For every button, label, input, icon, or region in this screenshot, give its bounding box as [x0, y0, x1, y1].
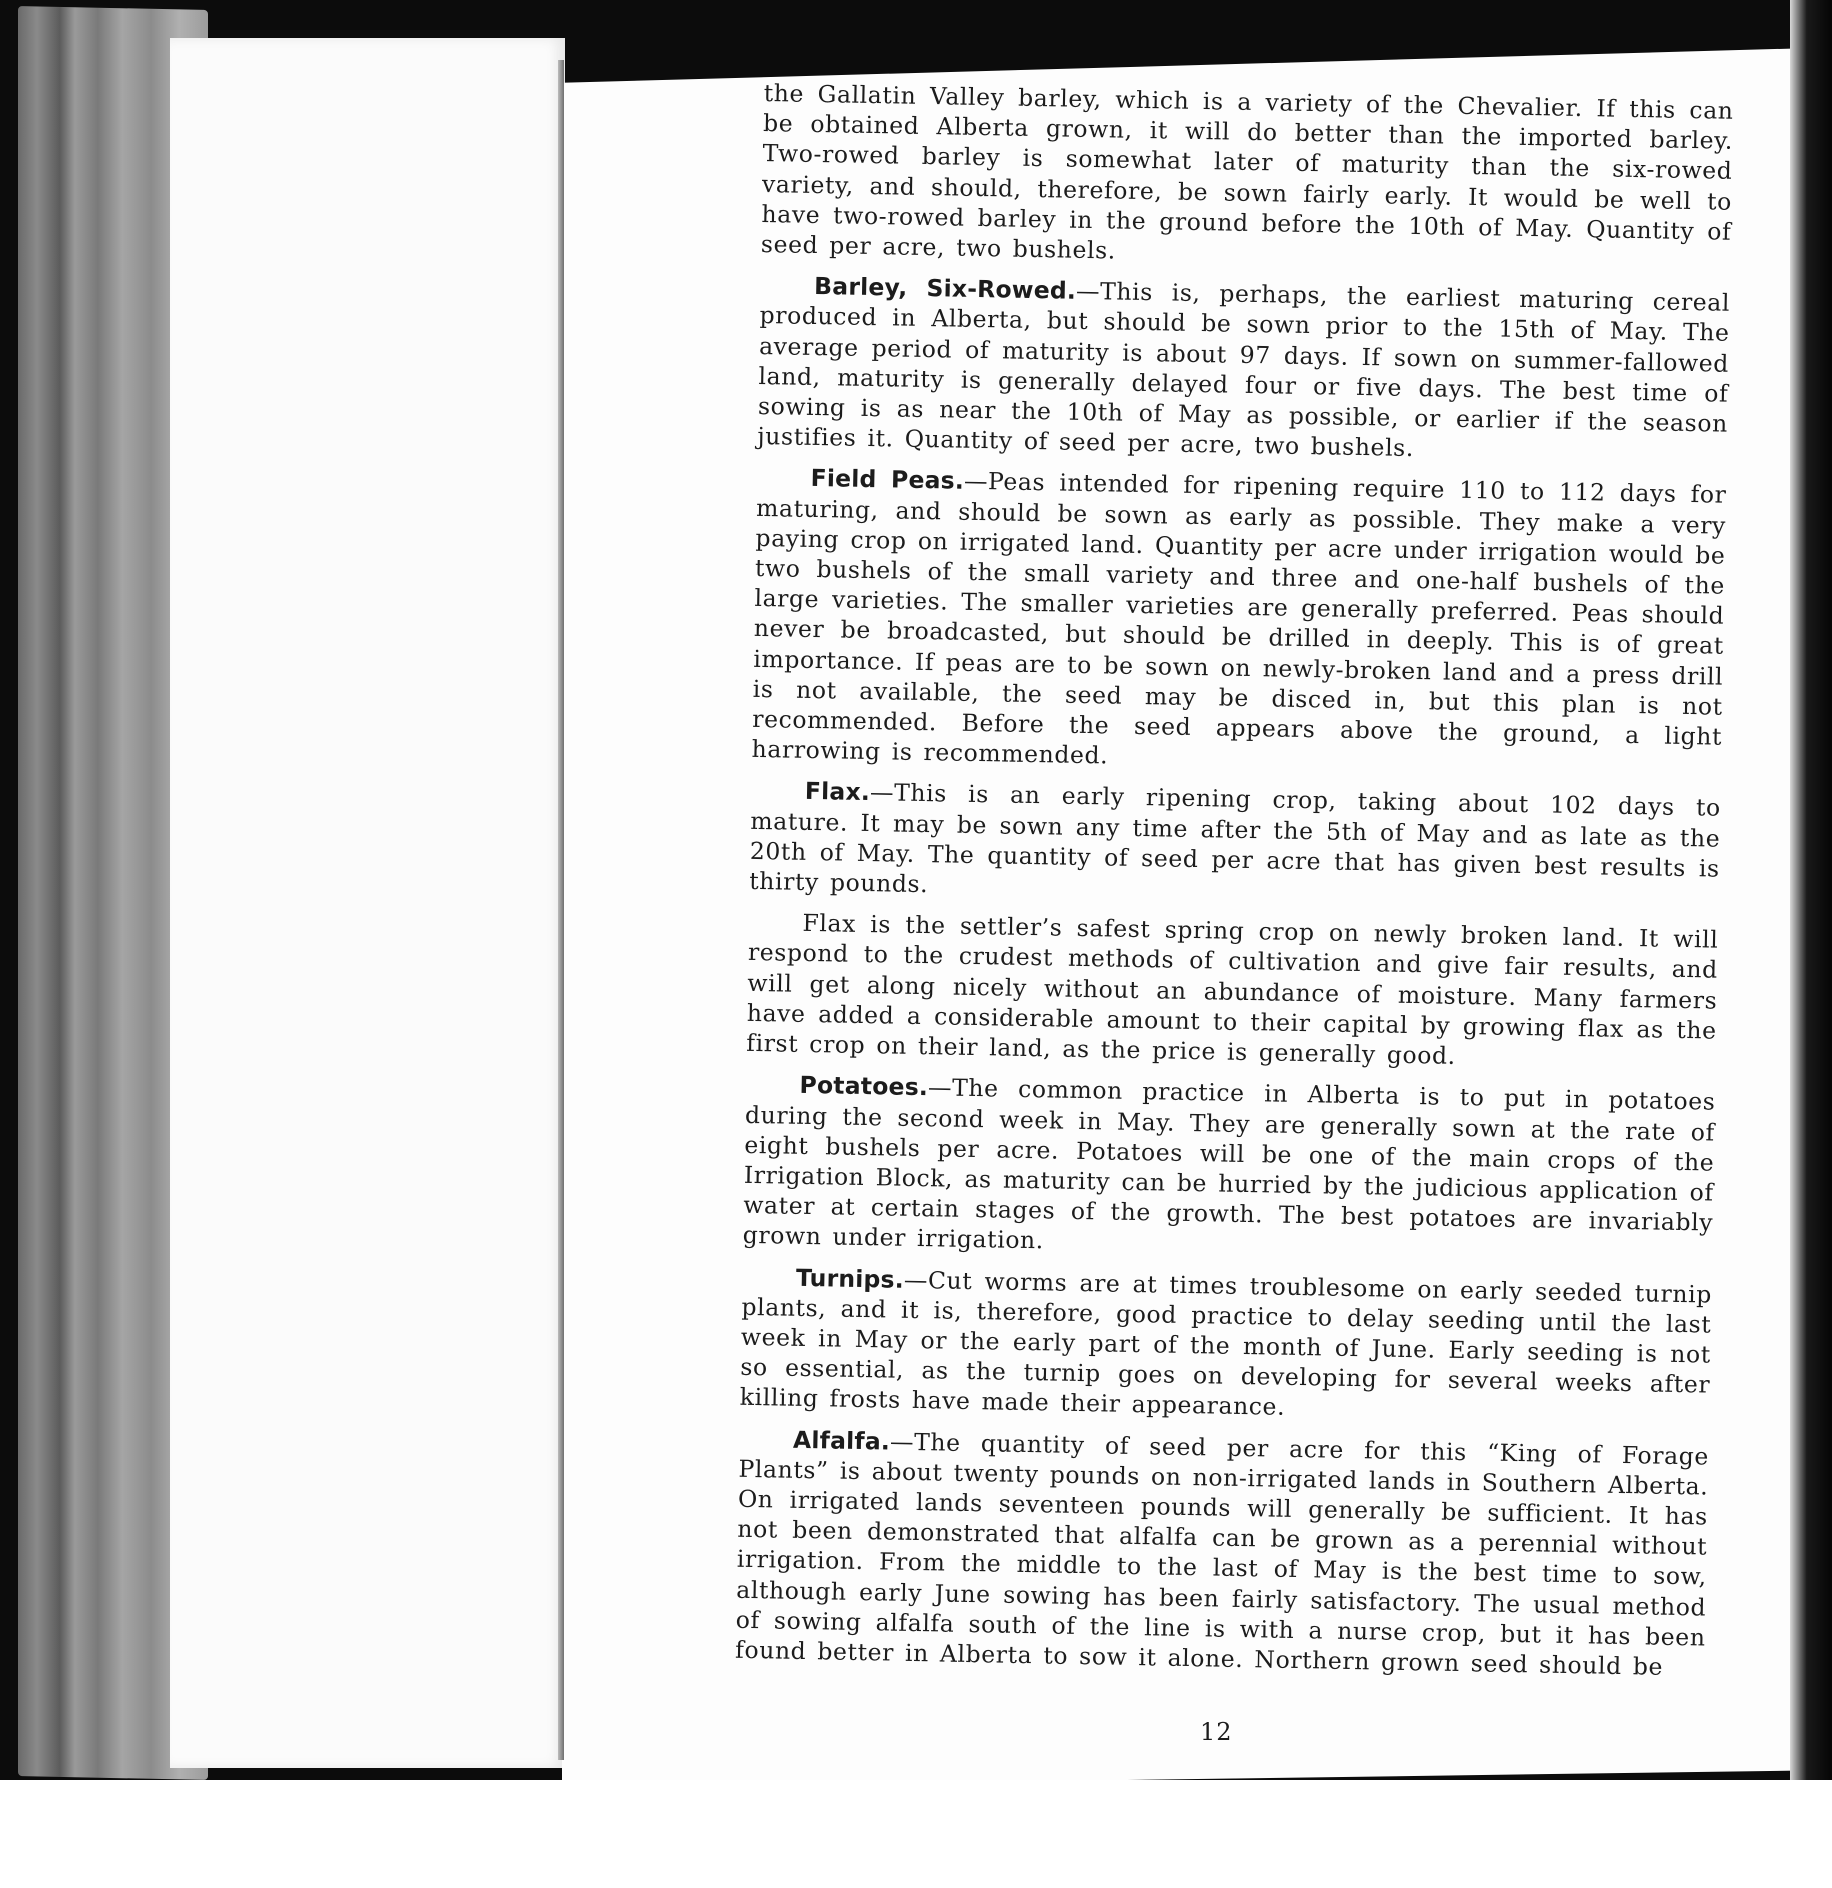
- paragraph-flax: [749, 775, 1721, 914]
- paragraph-heading: Field Peas.: [810, 464, 965, 496]
- paragraph-potatoes: [743, 1069, 1716, 1268]
- right-edge-shadow: [1790, 0, 1832, 1888]
- paragraph-field-peas: [751, 462, 1726, 782]
- page-number: 12: [1200, 1718, 1233, 1746]
- paragraph-flax-settler: [746, 907, 1719, 1076]
- paragraph-heading: Alfalfa.: [792, 1425, 891, 1456]
- paragraph-body: —Cut worms are at times troublesome on early seeded turnip plants, and it is, therefore, good practice to delay seeding until the last week in May or the early part of the month of June. Early seeding is not so essential, as the turnip goes on developing for several weeks after killing frosts have made their appearance.: [739, 1265, 1713, 1422]
- paragraph-body: —The common practice in Alberta is to put in potatoes during the second week in May. They are generally sown at the rate of eight bushels per acre. Potatoes will be one of the main crops of the Irrigation Block, as maturity can be hurried by the judicious application of water at certain stages of the growth. The best potatoes are invariably grown under irrigation.: [742, 1073, 1716, 1255]
- paragraph-heading: Barley, Six-Rowed.: [813, 272, 1077, 305]
- paragraph-body: —This is, perhaps, the earliest maturing cereal produced in Alberta, but should be sown prior to the 15th of May. The average period of maturity is about 97 days. If sown on summer-fallowed land, maturity is generally delayed four or five days. The best time of sowing is as near the 10th of May as possible, or earlier if the season justifies it. Quantity of seed per acre, two bushels.: [757, 276, 1731, 463]
- paragraph-alfalfa: [735, 1423, 1709, 1682]
- paragraph-body: —The quantity of seed per acre for this “King of Forage Plants” is about twenty pounds on non-irrigated lands in Southern Alberta. On irrigated lands seventeen pounds will generally be sufficient. It has not been demonstrated that alfalfa can be grown as a perennial without irrigation. From the middle to the last of May is the best time to sow, although early June sowing has been fairly satisfactory. The usual method of sowing alfalfa south of the line is with a nurse crop, but it has been found better in Alberta to sow it alone. Northern grown seed should be: [734, 1427, 1710, 1681]
- paragraph-heading: Flax.: [804, 777, 871, 807]
- paragraph-body: the Gallatin Valley barley, which is a variety of the Chevalier. If this can be obtained Alberta grown, it will do better than the imported barley. Two-rowed barley is somewhat later of maturity than the six-rowed variety, and should, therefore, be sown fairly early. It would be well to have two-rowed barley in the ground before the 10th of May. Quantity of seed per acre, two bushels.: [760, 78, 1734, 265]
- paragraph-continued: [761, 78, 1734, 277]
- paragraph-body: Flax is the settler’s safest spring crop on newly broken land. It will respond to the crudest methods of cultivation and give fair results, and will get along nicely without an abundance of moisture. Many farmers have added a considerable amount to their capital by growing flax as the first crop on their land, as the price is generally good.: [746, 909, 1719, 1070]
- paragraph-body: —This is an early ripening crop, taking about 102 days to mature. It may be sown any time after the 5th of May and as late as the 20th of May. The quantity of seed per acre that has given best results is thirty pounds.: [749, 778, 1722, 899]
- paragraph-body: —Peas intended for ripening require 110 to 112 days for maturing, and should be sown as early as possible. They make a very paying crop on irrigated land. Quantity per acre under irrigation would be two bushels of the small variety and three and one-half bushels of the large varieties. The smaller varieties are generally preferred. Peas should never be broadcasted, but should be drilled in deeply. This is of great importance. If peas are to be sown on newly-broken land and a press drill is not available, the seed may be disced in, but this plan is not recommended. Before the seed appears above the ground, a light harrowing is recommended.: [751, 467, 1727, 770]
- book-gutter: [558, 60, 564, 1760]
- paragraph-barley-six-rowed: [757, 270, 1730, 469]
- bottom-margin: [0, 1780, 1832, 1888]
- text-column: [735, 78, 1734, 1694]
- paragraph-heading: Turnips.: [795, 1263, 905, 1294]
- left-page-blank: [170, 38, 565, 1768]
- paragraph-turnips: [740, 1261, 1713, 1430]
- paragraph-heading: Potatoes.: [799, 1071, 929, 1102]
